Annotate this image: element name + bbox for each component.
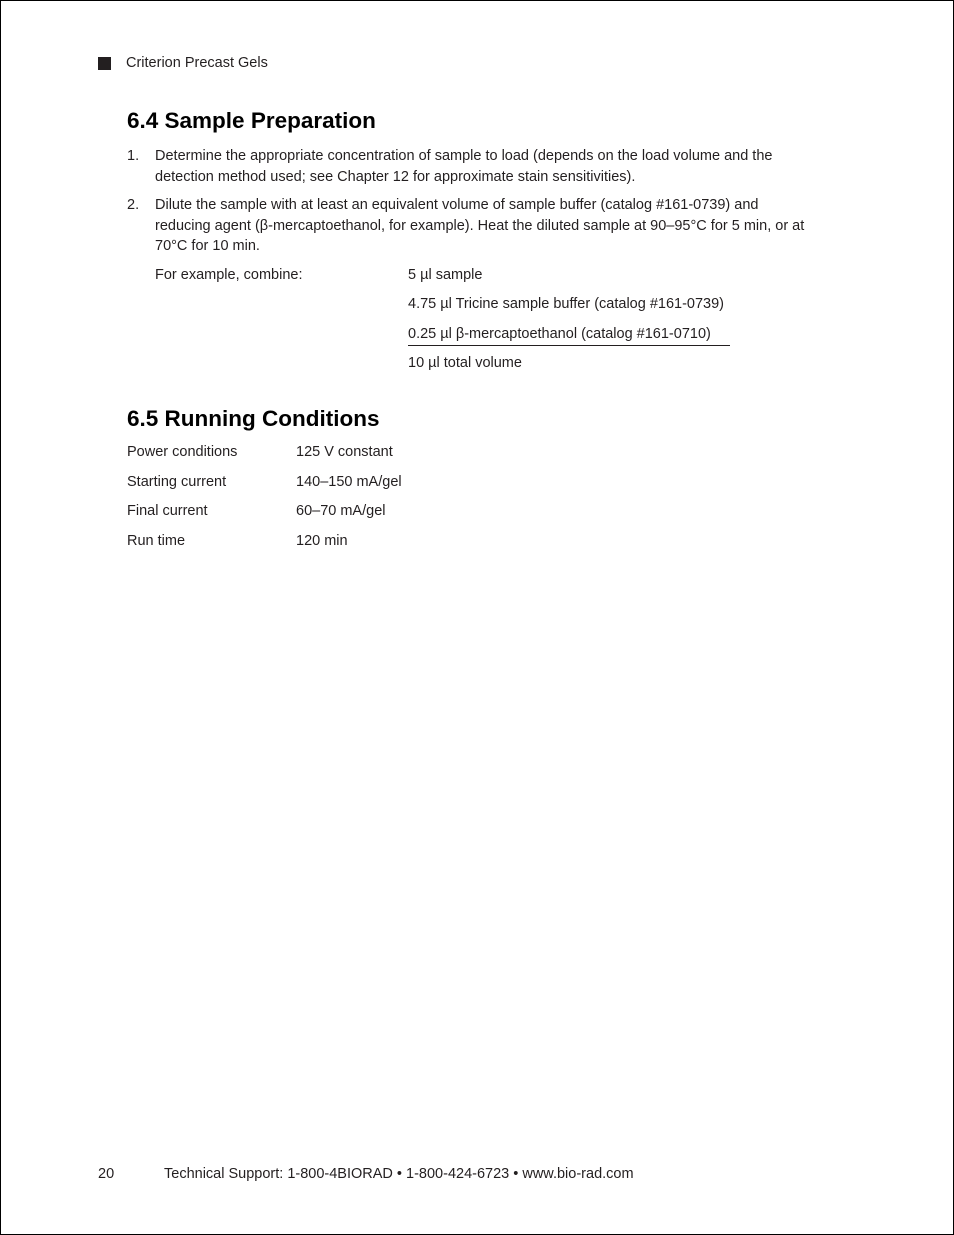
section-title-sample-preparation: 6.4 Sample Preparation [127, 108, 376, 133]
running-head-title: Criterion Precast Gels [126, 55, 268, 71]
combine-item-total: 10 µl total volume [408, 355, 522, 371]
condition-value: 120 min [296, 533, 348, 549]
combine-item-underlined: 0.25 µl β-mercaptoethanol (catalog #161-0710) [408, 324, 730, 346]
condition-label: Starting current [127, 474, 227, 490]
list-item [127, 195, 817, 257]
combine-item: 4.75 µl Tricine sample buffer (catalog #161-0739) [408, 296, 724, 312]
condition-value: 125 V constant [296, 444, 393, 460]
list-item-number: 2. [127, 197, 140, 213]
running-head [98, 53, 268, 73]
section-title-running-conditions: 6.5 Running Conditions [127, 406, 380, 431]
condition-label: Final current [127, 503, 208, 519]
page-number: 20 [98, 1166, 115, 1182]
list-item-number: 1. [127, 148, 140, 164]
technical-support-line: Technical Support: 1-800-4BIORAD • 1-800-424-6723 • www.bio-rad.com [164, 1166, 634, 1182]
condition-label: Run time [127, 533, 186, 549]
condition-value: 140–150 mA/gel [296, 474, 402, 490]
header-square-marker [98, 57, 111, 70]
condition-label: Power conditions [127, 444, 238, 460]
list-item-text: Determine the appropriate concentration of sample to load (depends on the load volume and the detection method used; see Chapter 12 for approximate stain sensitivities). [155, 148, 773, 185]
list-item [127, 146, 817, 187]
list-item-text: Dilute the sample with at least an equivalent volume of sample buffer (catalog #161-0739) and reducing agent (β-mercaptoethanol, for example). Heat the diluted sample at 90–95°C for 5 min, or at 70°C for 10 min. [155, 197, 805, 254]
combine-item: 5 µl sample [408, 267, 483, 283]
combine-label: For example, combine: [155, 267, 303, 283]
condition-value: 60–70 mA/gel [296, 503, 386, 519]
